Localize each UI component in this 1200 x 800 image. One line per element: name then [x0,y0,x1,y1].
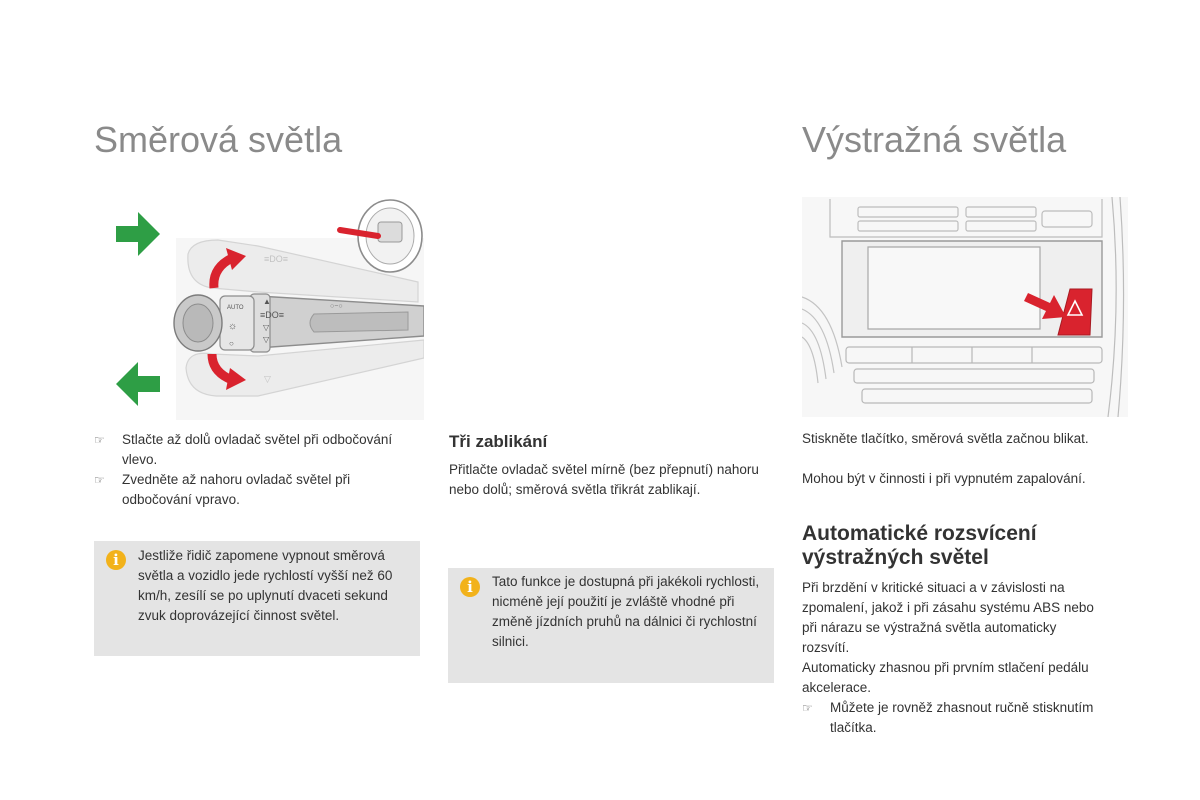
note-text: Jestliže řidič zapomene vypnout směrová světla a vozidlo jede rychlostí vyšší než 60 km/h, zesílí se po uplynutí dvaceti sekund zvuk doprovázející činnost světel. [138,548,393,623]
pointing-hand-icon: ☞ [94,433,105,447]
svg-text:▽: ▽ [263,323,270,332]
svg-text:○: ○ [229,339,234,348]
list-item: ☞ Stlačte až dolů ovladač světel při odbočování vlevo. [94,432,393,467]
hazard-off-instructions [802,698,1098,738]
note-box-speed-warning [94,541,420,656]
info-icon: i [106,550,126,570]
note-text: Tato funkce je dostupná při jakékoli rychlosti, nicméně její použití je zvláště vhodné při změně jízdních pruhů na dálnici či rychlostní silnici. [492,574,760,649]
hazard-ignition-text: Mohou být v činnosti i při vypnutém zapalování. [802,471,1086,486]
note-box-lane-change [448,568,774,683]
svg-text:≡DO≡: ≡DO≡ [260,310,285,320]
heading-automatic-hazard: Automatické rozsvícení výstražných světel [802,522,1037,569]
automatic-hazard-text: Při brzdění v kritické situaci a v závislosti na zpomalení, jakož i při zásahu systému ABS nebo při nárazu se výstražná světla automaticky rozsvítí. [802,580,1094,655]
three-flashes-text: Přitlačte ovladač světel mírně (bez přepnutí) nahoru nebo dolů; směrová světla třikrát zablikají. [449,462,759,497]
hazard-instruction-text: Stiskněte tlačítko, směrová světla začnou blikat. [802,431,1089,446]
svg-text:▲: ▲ [263,297,271,306]
green-left-arrow-icon [116,362,160,406]
svg-text:○−○: ○−○ [330,303,343,310]
pointing-hand-icon: ☞ [802,701,813,715]
turn-signal-stalk-illustration [108,196,424,420]
pointing-hand-icon: ☞ [94,473,105,487]
heading-three-flashes: Tři zablikání [449,432,548,451]
list-item: ☞ Můžete je rovněž zhasnout ručně stisknutím tlačítka. [802,700,1094,735]
page-title-turn-signals: Směrová světla [94,119,343,160]
list-item: ☞ Zvedněte až nahoru ovladač světel při odbočování vpravo. [94,472,351,507]
automatic-off-text: Automaticky zhasnou při prvním stlačení pedálu akcelerace. [802,660,1089,695]
svg-text:▽: ▽ [264,374,271,384]
page-title-hazard-lights: Výstražná světla [802,119,1067,160]
turn-signal-instructions [94,430,406,510]
svg-text:☼: ☼ [228,321,238,332]
info-icon: i [460,577,480,597]
svg-text:≡DO≡: ≡DO≡ [264,254,289,264]
svg-text:AUTO: AUTO [227,305,244,311]
svg-text:▽: ▽ [263,335,270,344]
green-right-arrow-icon [116,212,160,256]
hazard-button-dashboard-illustration [802,197,1128,417]
